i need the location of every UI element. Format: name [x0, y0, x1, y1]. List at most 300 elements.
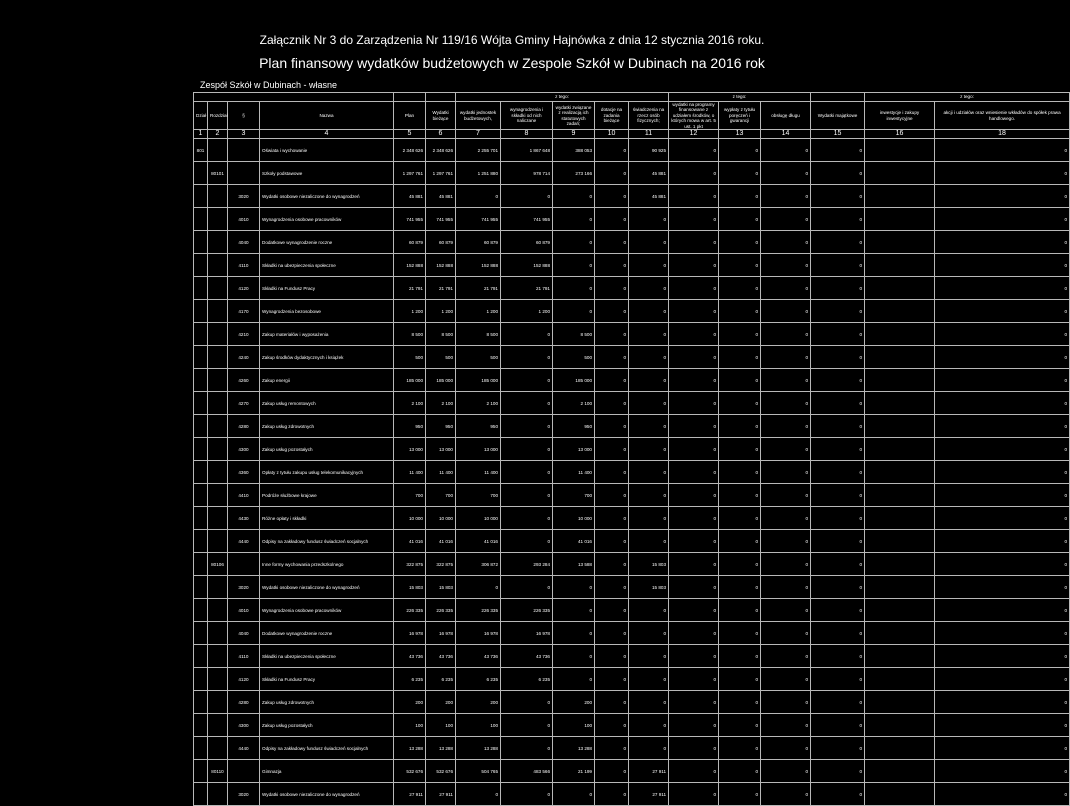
cell-nazwa: Zakup usług pozostałych: [260, 714, 394, 737]
cell-rozdzial: [208, 346, 228, 369]
cell-rozdzial: [208, 231, 228, 254]
cell-value: 11 400: [426, 461, 456, 484]
cell-value: 152 888: [426, 254, 456, 277]
cell-par: 4360: [228, 461, 260, 484]
cell-value: 0: [553, 208, 595, 231]
col-akcje: akcji i udziałów oraz wniesienie wkładów do spółek prawa handlowego.: [935, 102, 1070, 130]
cell-value: 13 288: [426, 737, 456, 760]
cell-value: 27 911: [394, 783, 426, 806]
cell-value: 1 200: [501, 300, 553, 323]
cell-value: 0: [761, 185, 811, 208]
cell-empty: [865, 231, 935, 254]
cell-nazwa: Odpisy na zakładowy fundusz świadczeń socjalnych: [260, 530, 394, 553]
cell-value: 0: [811, 737, 865, 760]
cell-value: 0: [595, 162, 629, 185]
cell-nazwa: Zakup usług zdrowotnych: [260, 691, 394, 714]
cell-value: 0: [629, 507, 669, 530]
cell-value: 0: [761, 139, 811, 162]
cell-value: 0: [629, 461, 669, 484]
cell-value: 0: [595, 691, 629, 714]
cell-value: 0: [595, 323, 629, 346]
table-row: [194, 714, 1070, 737]
table-row: [194, 392, 1070, 415]
cell-value: 152 888: [394, 254, 426, 277]
column-number: 7: [456, 130, 501, 139]
cell-empty: [865, 783, 935, 806]
cell-value: 41 016: [426, 530, 456, 553]
cell-rozdzial: [208, 300, 228, 323]
cell-value: 60 879: [394, 231, 426, 254]
cell-value: 0: [761, 622, 811, 645]
cell-nazwa: Odpisy na zakładowy fundusz świadczeń socjalnych: [260, 737, 394, 760]
cell-value: 0: [811, 231, 865, 254]
cell-value: 43 736: [426, 645, 456, 668]
cell-value: 0: [811, 254, 865, 277]
cell-value: 0: [811, 553, 865, 576]
cell-value: 0: [669, 484, 719, 507]
col-dzial: Dział: [194, 102, 208, 130]
cell-rozdzial: [208, 323, 228, 346]
cell-rozdzial: [208, 277, 228, 300]
cell-value: 0: [501, 415, 553, 438]
cell-value: 0: [669, 162, 719, 185]
cell-value: 0: [811, 622, 865, 645]
cell-value: 45 881: [629, 185, 669, 208]
col-wynagrodzenia: wynagrodzenia i składki od nich naliczane: [501, 102, 553, 130]
cell-nazwa: Podróże służbowe krajowe: [260, 484, 394, 507]
cell-value: 0: [935, 300, 1070, 323]
cell-empty: [865, 323, 935, 346]
cell-empty: [865, 553, 935, 576]
cell-value: 0: [501, 714, 553, 737]
cell-value: 21 791: [456, 277, 501, 300]
cell-value: 0: [669, 760, 719, 783]
cell-value: 41 016: [456, 530, 501, 553]
table-row: [194, 438, 1070, 461]
cell-par: 4110: [228, 254, 260, 277]
cell-value: 200: [426, 691, 456, 714]
cell-value: 0: [595, 783, 629, 806]
cell-value: 322 875: [426, 553, 456, 576]
cell-empty: [865, 139, 935, 162]
column-number: 10: [595, 130, 629, 139]
cell-value: 0: [811, 346, 865, 369]
column-number: 1: [194, 130, 208, 139]
cell-value: 0: [553, 599, 595, 622]
cell-value: 0: [501, 185, 553, 208]
cell-rozdzial: [208, 691, 228, 714]
cell-rozdzial: 80110: [208, 760, 228, 783]
cell-value: 0: [761, 323, 811, 346]
cell-value: 185 000: [553, 369, 595, 392]
column-number: 13: [719, 130, 761, 139]
cell-nazwa: Opłaty z tytułu zakupu usług telekomunikacyjnych: [260, 461, 394, 484]
cell-value: 0: [595, 139, 629, 162]
cell-value: 0: [669, 415, 719, 438]
cell-value: 0: [595, 231, 629, 254]
cell-empty: [865, 714, 935, 737]
cell-value: 0: [553, 576, 595, 599]
cell-value: 0: [761, 691, 811, 714]
cell-value: 0: [669, 530, 719, 553]
cell-value: 0: [553, 783, 595, 806]
cell-value: 0: [761, 415, 811, 438]
cell-par: 3020: [228, 783, 260, 806]
cell-dzial: [194, 208, 208, 231]
cell-value: 0: [669, 185, 719, 208]
table-row: [194, 599, 1070, 622]
cell-value: 0: [719, 484, 761, 507]
cell-value: 0: [629, 484, 669, 507]
cell-empty: [865, 300, 935, 323]
cell-value: 13 000: [394, 438, 426, 461]
cell-par: 4040: [228, 231, 260, 254]
cell-nazwa: Składki na ubezpieczenia społeczne: [260, 254, 394, 277]
column-number: 3: [228, 130, 260, 139]
cell-value: 0: [595, 461, 629, 484]
cell-empty: [865, 392, 935, 415]
cell-value: 0: [595, 369, 629, 392]
cell-empty: [865, 576, 935, 599]
cell-value: 0: [761, 461, 811, 484]
cell-value: 306 872: [456, 553, 501, 576]
cell-value: 0: [811, 668, 865, 691]
cell-value: 0: [669, 714, 719, 737]
cell-value: 1 200: [456, 300, 501, 323]
cell-value: 0: [669, 300, 719, 323]
cell-rozdzial: [208, 599, 228, 622]
cell-value: 1 200: [426, 300, 456, 323]
cell-value: 0: [719, 438, 761, 461]
cell-value: 0: [811, 323, 865, 346]
cell-value: 0: [669, 553, 719, 576]
col-plan: Plan: [394, 102, 426, 130]
cell-value: 45 881: [394, 185, 426, 208]
cell-value: 0: [595, 346, 629, 369]
cell-empty: [865, 599, 935, 622]
cell-empty: [865, 346, 935, 369]
cell-rozdzial: [208, 668, 228, 691]
table-row: [194, 323, 1070, 346]
cell-value: 0: [595, 530, 629, 553]
cell-value: 0: [669, 277, 719, 300]
cell-nazwa: Zakup usług remontowych: [260, 392, 394, 415]
cell-value: 0: [935, 231, 1070, 254]
cell-dzial: [194, 323, 208, 346]
cell-value: 15 803: [394, 576, 426, 599]
cell-value: 0: [629, 323, 669, 346]
cell-value: 16 978: [456, 622, 501, 645]
cell-value: 16 978: [426, 622, 456, 645]
cell-value: 100: [553, 714, 595, 737]
cell-value: 0: [595, 622, 629, 645]
column-number-row: [194, 130, 1070, 139]
cell-value: 0: [719, 783, 761, 806]
cell-value: 0: [501, 576, 553, 599]
cell-value: 0: [719, 507, 761, 530]
cell-value: 0: [935, 783, 1070, 806]
cell-nazwa: Składki na Fundusz Pracy: [260, 668, 394, 691]
cell-value: 0: [935, 438, 1070, 461]
col-paragraf: §: [228, 102, 260, 130]
cell-value: 0: [761, 553, 811, 576]
cell-value: 0: [935, 254, 1070, 277]
cell-value: 741 955: [394, 208, 426, 231]
cell-value: 0: [761, 599, 811, 622]
cell-value: 200: [553, 691, 595, 714]
col-wydatki-jednostek: wydatki jednostek budżetowych,: [456, 102, 501, 130]
cell-par: 4410: [228, 484, 260, 507]
cell-par: [228, 162, 260, 185]
cell-value: 741 955: [501, 208, 553, 231]
col-poreczenia: wypłaty z tytułu poręczeń i gwarancji: [719, 102, 761, 130]
cell-empty: [865, 415, 935, 438]
cell-value: 0: [811, 645, 865, 668]
cell-par: 4010: [228, 599, 260, 622]
cell-value: 0: [669, 507, 719, 530]
table-row: [194, 691, 1070, 714]
cell-value: 0: [761, 346, 811, 369]
cell-value: 0: [595, 484, 629, 507]
cell-value: 0: [629, 392, 669, 415]
cell-par: [228, 139, 260, 162]
cell-value: 0: [719, 415, 761, 438]
cell-value: 0: [669, 668, 719, 691]
cell-dzial: [194, 484, 208, 507]
cell-value: 0: [935, 553, 1070, 576]
cell-empty: [865, 760, 935, 783]
cell-dzial: [194, 645, 208, 668]
column-number: 18: [935, 130, 1070, 139]
cell-nazwa: Dodatkowe wynagrodzenie roczne: [260, 622, 394, 645]
cell-rozdzial: [208, 622, 228, 645]
cell-par: 4040: [228, 622, 260, 645]
cell-value: 60 879: [456, 231, 501, 254]
cell-value: 0: [669, 645, 719, 668]
cell-value: 226 335: [501, 599, 553, 622]
cell-dzial: [194, 300, 208, 323]
cell-value: 0: [811, 277, 865, 300]
cell-par: 4240: [228, 346, 260, 369]
cell-value: 0: [935, 737, 1070, 760]
cell-value: 0: [935, 622, 1070, 645]
cell-value: 0: [811, 576, 865, 599]
budget-table: [193, 92, 1070, 806]
cell-value: 0: [456, 576, 501, 599]
cell-rozdzial: [208, 438, 228, 461]
cell-dzial: [194, 277, 208, 300]
cell-value: 0: [811, 461, 865, 484]
cell-value: 500: [426, 346, 456, 369]
cell-value: 504 765: [456, 760, 501, 783]
cell-empty: [865, 369, 935, 392]
cell-value: 1 297 761: [426, 162, 456, 185]
cell-value: 0: [595, 668, 629, 691]
cell-value: 0: [595, 553, 629, 576]
cell-value: 0: [935, 691, 1070, 714]
cell-value: 0: [811, 300, 865, 323]
cell-value: 741 955: [426, 208, 456, 231]
column-number: 16: [865, 130, 935, 139]
cell-value: 0: [811, 392, 865, 415]
col-wydatki-biezace: Wydatki bieżące: [426, 102, 456, 130]
cell-value: 0: [553, 622, 595, 645]
cell-value: 226 335: [456, 599, 501, 622]
cell-value: 0: [719, 553, 761, 576]
cell-value: 0: [935, 461, 1070, 484]
cell-dzial: [194, 346, 208, 369]
cell-par: 4120: [228, 668, 260, 691]
table-row: [194, 576, 1070, 599]
cell-rozdzial: [208, 369, 228, 392]
cell-value: 0: [456, 783, 501, 806]
cell-value: 0: [595, 645, 629, 668]
cell-value: 0: [719, 346, 761, 369]
cell-value: 0: [761, 369, 811, 392]
cell-value: 0: [761, 576, 811, 599]
cell-value: 0: [501, 783, 553, 806]
cell-dzial: [194, 415, 208, 438]
cell-value: 0: [811, 714, 865, 737]
cell-value: 322 875: [394, 553, 426, 576]
cell-value: 60 879: [426, 231, 456, 254]
cell-value: 0: [669, 737, 719, 760]
cell-value: 2 255 701: [456, 139, 501, 162]
cell-value: 0: [811, 530, 865, 553]
cell-value: 0: [595, 208, 629, 231]
cell-value: 6 235: [426, 668, 456, 691]
cell-value: 0: [719, 576, 761, 599]
cell-value: 0: [629, 599, 669, 622]
cell-value: 0: [935, 530, 1070, 553]
cell-par: 4270: [228, 392, 260, 415]
cell-value: 0: [935, 392, 1070, 415]
cell-value: 0: [595, 438, 629, 461]
cell-value: 0: [811, 783, 865, 806]
cell-value: 152 888: [501, 254, 553, 277]
cell-value: 8 500: [426, 323, 456, 346]
cell-value: 0: [761, 645, 811, 668]
cell-value: 0: [719, 668, 761, 691]
cell-value: 0: [595, 392, 629, 415]
cell-nazwa: Oświata i wychowanie: [260, 139, 394, 162]
cell-value: 185 000: [426, 369, 456, 392]
cell-value: 273 166: [553, 162, 595, 185]
cell-nazwa: Wydatki osobowe niezaliczone do wynagrodzeń: [260, 783, 394, 806]
cell-dzial: [194, 392, 208, 415]
cell-value: 27 911: [426, 783, 456, 806]
cell-value: 0: [935, 714, 1070, 737]
table-row: [194, 300, 1070, 323]
col-wydatki-majatkowe: Wydatki majątkowe: [811, 102, 865, 130]
cell-value: 0: [935, 415, 1070, 438]
cell-value: 2 100: [456, 392, 501, 415]
cell-value: 21 791: [426, 277, 456, 300]
table-row: [194, 507, 1070, 530]
column-number: 5: [394, 130, 426, 139]
cell-value: 0: [669, 369, 719, 392]
cell-rozdzial: [208, 461, 228, 484]
column-number: 4: [260, 130, 394, 139]
cell-nazwa: Zakup usług pozostałych: [260, 438, 394, 461]
cell-value: 0: [811, 691, 865, 714]
cell-value: 0: [719, 691, 761, 714]
cell-value: 0: [501, 323, 553, 346]
cell-par: 3020: [228, 185, 260, 208]
cell-nazwa: Wydatki osobowe niezaliczone do wynagrodzeń: [260, 576, 394, 599]
cell-value: 700: [553, 484, 595, 507]
cell-value: 1 297 761: [394, 162, 426, 185]
cell-value: 0: [669, 208, 719, 231]
cell-nazwa: Szkoły podstawowe: [260, 162, 394, 185]
cell-value: 978 714: [501, 162, 553, 185]
cell-value: 0: [719, 369, 761, 392]
cell-value: 700: [394, 484, 426, 507]
cell-value: 200: [394, 691, 426, 714]
cell-value: 90 925: [629, 139, 669, 162]
cell-value: 15 803: [629, 576, 669, 599]
cell-value: 0: [501, 392, 553, 415]
cell-value: 0: [595, 576, 629, 599]
cell-value: 185 000: [456, 369, 501, 392]
cell-nazwa: Zakup energii: [260, 369, 394, 392]
cell-value: 0: [669, 622, 719, 645]
cell-value: 0: [761, 162, 811, 185]
cell-value: 0: [935, 323, 1070, 346]
cell-nazwa: Wynagrodzenia osobowe pracowników: [260, 599, 394, 622]
cell-value: 0: [595, 599, 629, 622]
cell-rozdzial: [208, 737, 228, 760]
cell-value: 21 199: [553, 760, 595, 783]
cell-value: 293 284: [501, 553, 553, 576]
cell-value: 0: [719, 737, 761, 760]
cell-dzial: [194, 668, 208, 691]
cell-rozdzial: [208, 254, 228, 277]
cell-value: 0: [935, 162, 1070, 185]
cell-value: 0: [811, 438, 865, 461]
col-dotacje: dotacje na zadania bieżące: [595, 102, 629, 130]
cell-value: 0: [501, 369, 553, 392]
cell-value: 950: [456, 415, 501, 438]
cell-value: 0: [629, 438, 669, 461]
col-swiadczenia: świadczenia na rzecz osób fizycznych;: [629, 102, 669, 130]
cell-value: 2 348 626: [394, 139, 426, 162]
cell-value: 100: [394, 714, 426, 737]
cell-dzial: [194, 599, 208, 622]
cell-value: 0: [761, 737, 811, 760]
cell-value: 0: [501, 346, 553, 369]
cell-empty: [865, 162, 935, 185]
col-rozdzial: Rozdział: [208, 102, 228, 130]
cell-value: 0: [595, 737, 629, 760]
cell-value: 13 288: [394, 737, 426, 760]
cell-value: 0: [761, 438, 811, 461]
cell-value: 0: [935, 346, 1070, 369]
cell-par: 4300: [228, 438, 260, 461]
cell-value: 0: [669, 691, 719, 714]
table-row: [194, 484, 1070, 507]
cell-value: 0: [719, 162, 761, 185]
cell-value: 45 881: [629, 162, 669, 185]
cell-value: 41 016: [553, 530, 595, 553]
cell-value: 6 235: [501, 668, 553, 691]
cell-value: 0: [811, 760, 865, 783]
cell-value: 0: [811, 369, 865, 392]
attachment-header: Załącznik Nr 3 do Zarządzenia Nr 119/16 Wójta Gminy Hajnówka z dnia 12 stycznia 2016 roku.: [259, 33, 765, 47]
cell-value: 0: [669, 392, 719, 415]
cell-value: 13 288: [553, 737, 595, 760]
table-row: [194, 461, 1070, 484]
